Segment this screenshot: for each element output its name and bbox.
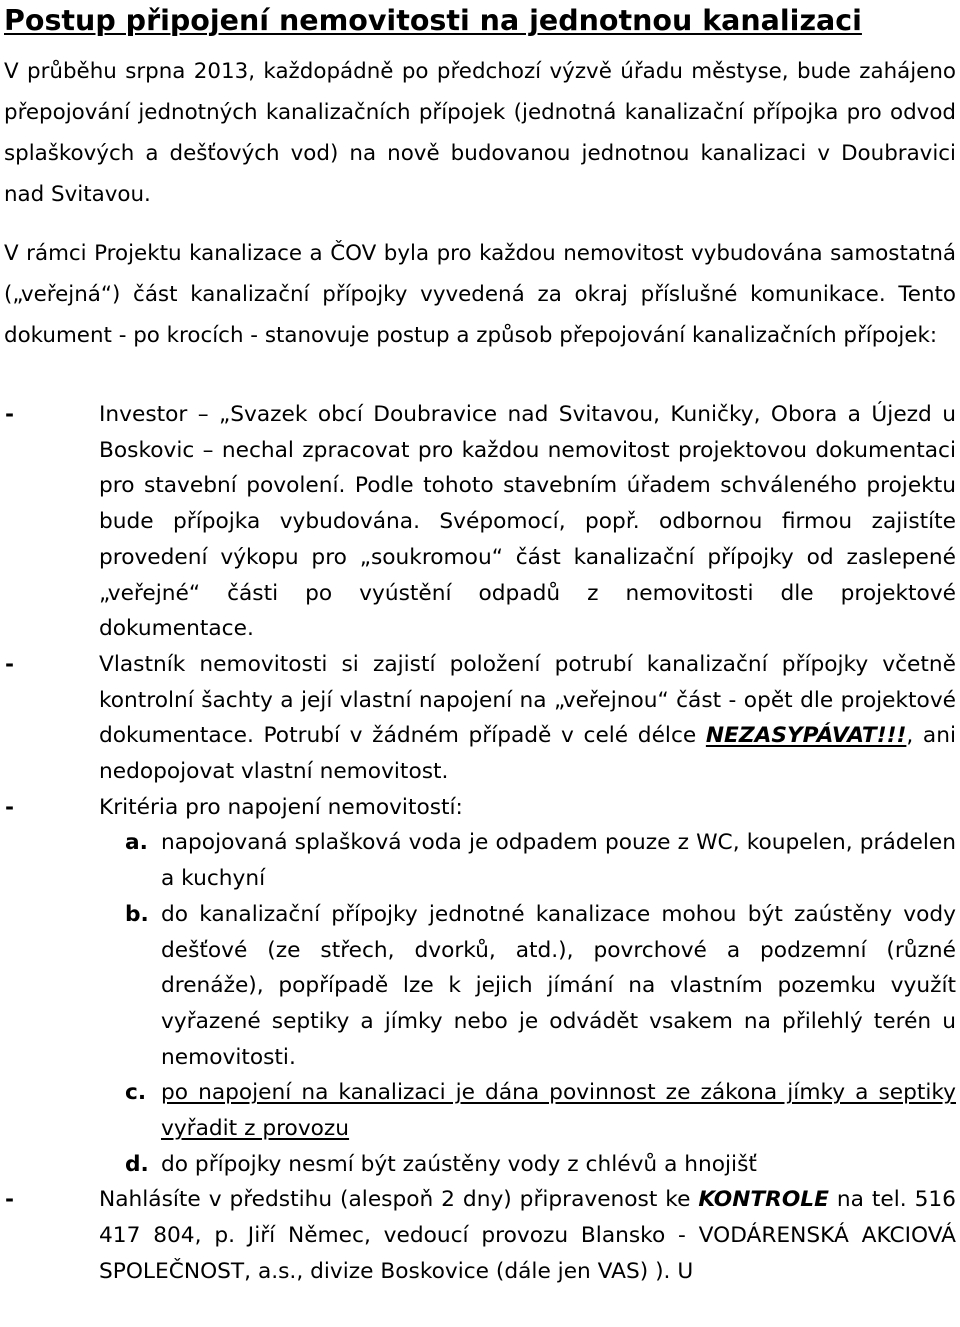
criteria-text: do kanalizační přípojky jednotné kanalizace mohou být zaústěny vody dešťové (ze střech, dvorků, atd.), povrchové a podzemní (různé drenáže), popřípadě lze k jejich jímání na vlastním pozemku využít vyřazené septiky a jímky nebo je odvádět vsakem na přilehlý terén u nemovitosti. <box>161 901 956 1070</box>
list-item-text: Nahlásíte v předstihu (alespoň 2 dny) připravenost ke <box>99 1187 699 1213</box>
list-dash: - <box>5 794 15 820</box>
context-paragraph: V rámci Projektu kanalizace a ČOV byla pro každou nemovitost vybudována samostatná („veřejná“) část kanalizační přípojky vyvedená za okraj příslušné komunikace. Tento dokument - po krocích - stanovuje postup a způsob přepojování kanalizačních přípojek: <box>4 241 956 348</box>
criteria-text: po napojení na kanalizaci je dána povinnost ze zákona jímky a septiky vyřadit z provozu <box>161 1080 956 1142</box>
criteria-list <box>99 825 956 1182</box>
warning-emphasis: NEZASYPÁVAT!!! <box>705 723 907 749</box>
list-item-text: Investor – „Svazek obcí Doubravice nad Svitavou, Kuničky, Obora a Újezd u Boskovic – nechal zpracovat pro každou nemovitost projektovou dokumentaci pro stavební povolení. Podle tohoto stavebním úřadem schváleného projektu bude přípojka vybudována. Svépomocí, popř. odbornou firmou zajistíte provedení výkopu pro „soukromou“ část kanalizační přípojky od zaslepené „veřejné“ části po vyústění odpadů z nemovitosti dle projektové dokumentace. <box>99 402 956 642</box>
criteria-letter: a. <box>125 830 148 856</box>
criteria-item-d <box>99 1147 956 1183</box>
list-dash: - <box>5 402 15 427</box>
criteria-item-c <box>99 1075 956 1146</box>
list-item-investor <box>4 397 956 647</box>
document-page <box>4 0 956 1290</box>
page-title: Postup připojení nemovitosti na jednotnou kanalizaci <box>4 4 862 37</box>
list-dash: - <box>5 1187 15 1213</box>
list-item-text: , ani nedopojovat vlastní nemovitost. <box>99 723 956 785</box>
list-item-criteria <box>4 790 956 1183</box>
criteria-item-a <box>99 825 956 896</box>
inspection-emphasis: KONTROLE <box>698 1187 829 1213</box>
procedure-list <box>4 397 956 1290</box>
list-item-text: Kritéria pro napojení nemovitostí: <box>99 794 463 820</box>
list-dash: - <box>5 651 15 677</box>
list-item-inspection <box>4 1182 956 1289</box>
intro-paragraph: V průběhu srpna 2013, každopádně po předchozí výzvě úřadu městyse, bude zahájeno přepojování jednotných kanalizačních přípojek (jednotná kanalizační přípojka pro odvod splaškových a dešťových vod) na nově budovanou jednotnou kanalizaci v Doubravici nad Svitavou. <box>4 59 956 207</box>
criteria-letter: d. <box>125 1151 149 1177</box>
list-item-owner <box>4 647 956 790</box>
criteria-text: napojovaná splašková voda je odpadem pouze z WC, koupelen, prádelen a kuchyní <box>161 830 956 892</box>
criteria-text: do přípojky nesmí být zaústěny vody z chlévů a hnojišť <box>161 1151 757 1177</box>
list-item-text: na tel. 516 417 804, p. Jiří Němec, vedoucí provozu Blansko - VODÁRENSKÁ AKCIOVÁ SPOLEČNOST, a.s., divize Boskovice (dále jen VAS) ). U <box>99 1187 956 1284</box>
list-item-text: Vlastník nemovitosti si zajistí položení potrubí kanalizační přípojky včetně kontrolní šachty a její vlastní napojení na „veřejnou“ část - opět dle projektové dokumentace. Potrubí v žádném případě v celé délce <box>99 651 956 749</box>
criteria-item-b <box>99 897 956 1076</box>
criteria-letter: c. <box>125 1080 147 1106</box>
criteria-letter: b. <box>125 901 149 927</box>
